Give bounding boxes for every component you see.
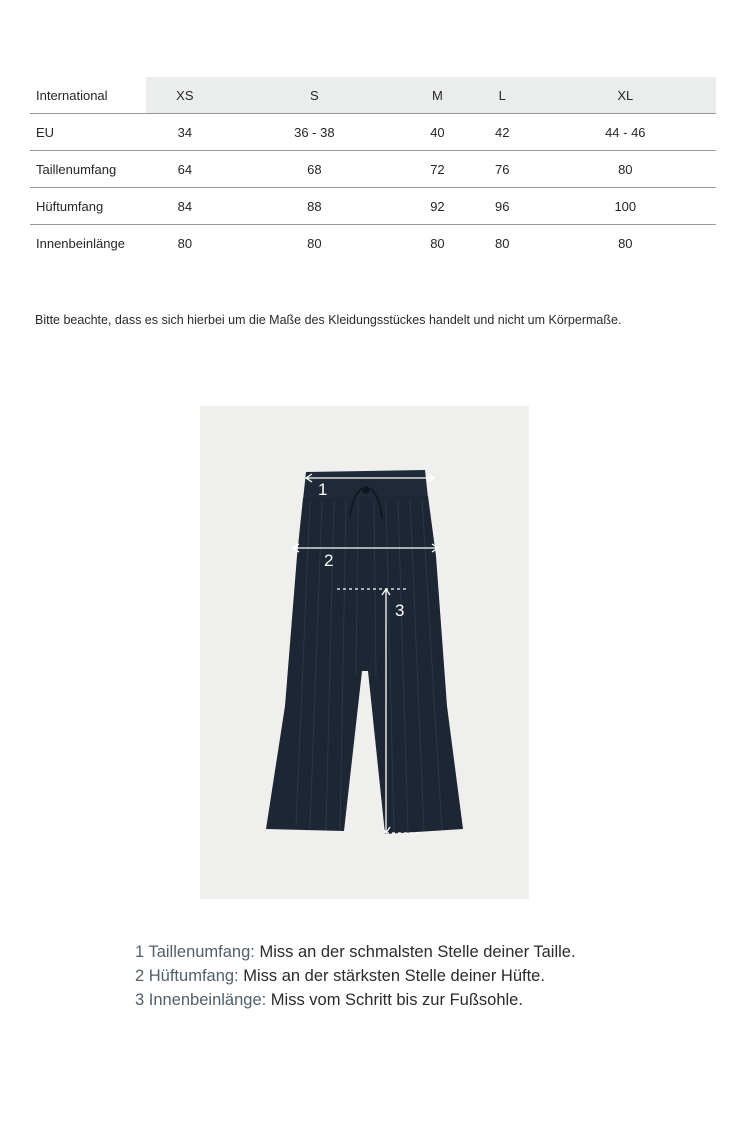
table-row [30,114,716,151]
size-xl: XL [535,77,716,114]
size-l: L [470,77,535,114]
table-header-row [30,77,716,114]
legend-item-inseam [135,988,576,1012]
table-cell: 76 [470,151,535,188]
table-cell: 80 [177,235,193,251]
table-cell: 44 - 46 [535,114,716,151]
size-xs: XS [146,77,224,114]
table-row [30,225,716,262]
garment-measurement-note: Bitte beachte, dass es sich hierbei um die Maße des Kleidungsstückes handelt und nicht um Körpermaße. [35,313,622,327]
table-cell: 88 [224,188,405,225]
table-cell: 100 [535,188,716,225]
legend-term: 1 Taillenumfang: [135,943,255,961]
table-cell: 64 [146,151,224,188]
table-cell: 42 [470,114,535,151]
marker-3: 3 [395,601,405,620]
table-cell: 84 [146,188,224,225]
table-cell: 80 [430,235,445,251]
table-cell: 96 [470,188,535,225]
row-label: Innenbeinlänge [36,235,125,251]
legend-text: Miss an der schmalsten Stelle deiner Taille. [254,943,576,961]
marker-1: 1 [318,480,328,499]
table-cell: 80 [535,151,716,188]
row-label: Taillenumfang [30,151,146,188]
table-row [30,188,716,225]
pants-illustration [200,406,529,899]
size-m: M [405,77,470,114]
legend-term: 2 Hüftumfang: [135,967,239,985]
pants-measurement-figure [200,406,529,899]
table-cell: 80 [618,235,633,251]
table-cell: 80 [307,235,322,251]
size-s: S [224,77,405,114]
row-label: EU [30,114,146,151]
table-cell: 40 [405,114,470,151]
table-cell: 80 [494,235,510,251]
row-label: Hüftumfang [30,188,146,225]
table-row [30,151,716,188]
measurement-legend [135,940,576,1012]
table-cell: 68 [224,151,405,188]
table-cell: 72 [405,151,470,188]
size-table [30,77,716,261]
table-header-label: International [30,77,146,114]
legend-text: Miss vom Schritt bis zur Fußsohle. [266,991,523,1009]
table-cell: 92 [405,188,470,225]
legend-text: Miss an der stärksten Stelle deiner Hüfte. [238,967,545,985]
legend-term: 3 Innenbeinlänge: [135,991,267,1009]
marker-2: 2 [324,551,334,570]
legend-item-waist [135,940,576,964]
table-cell: 36 - 38 [224,114,405,151]
legend-item-hip [135,964,576,988]
table-cell: 34 [146,114,224,151]
